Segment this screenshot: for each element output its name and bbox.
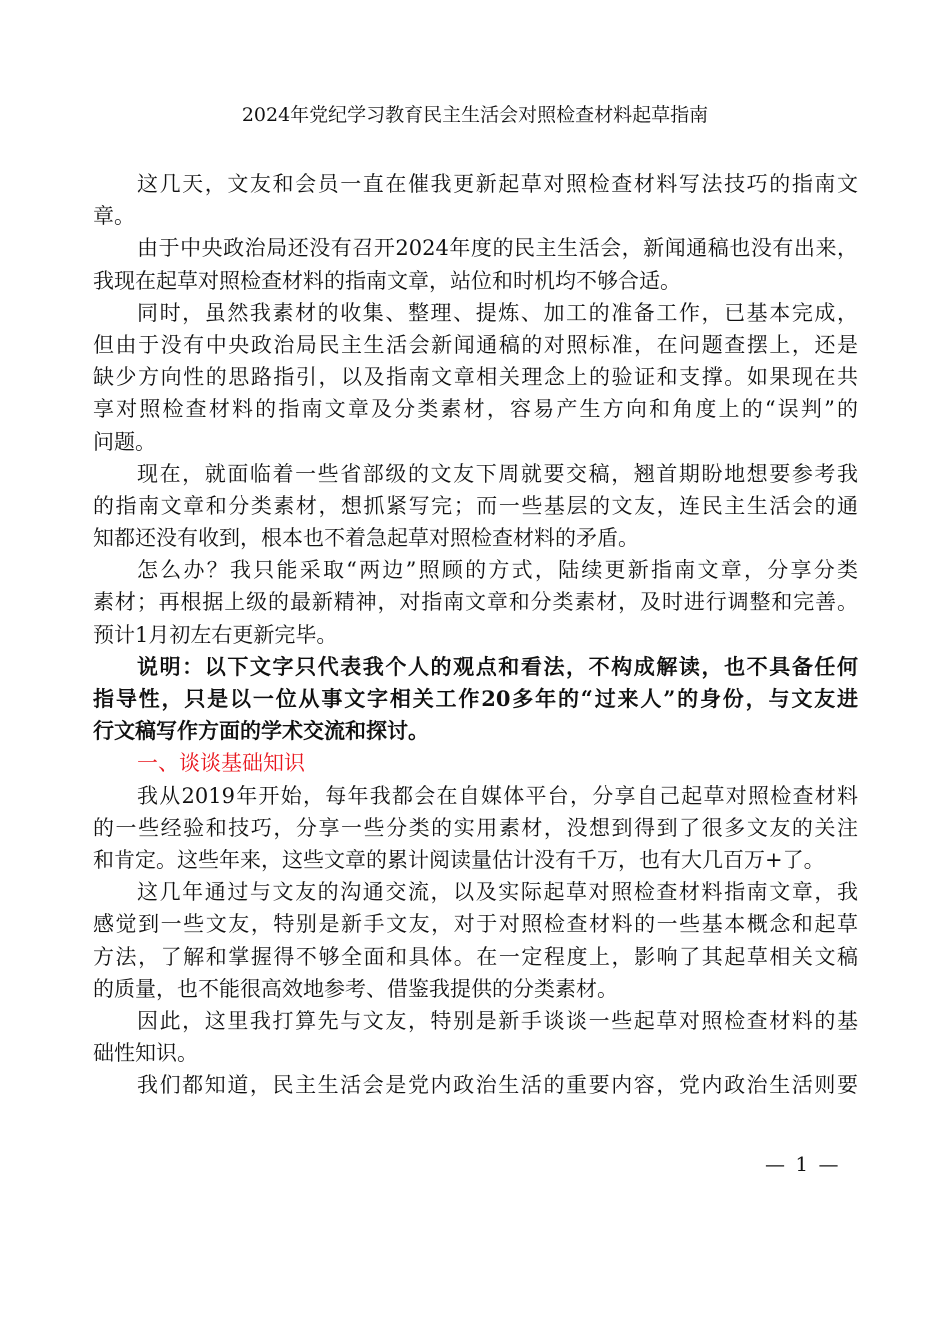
paragraph [93, 554, 858, 651]
text-line: 和肯定。这些年来，这些文章的累计阅读量估计没有千万，也有大几百万+了。 [93, 847, 825, 872]
paragraph [93, 876, 858, 1005]
text-line: 知都还没有收到，根本也不着急起草对照检查材料的矛盾。 [93, 526, 639, 551]
text-line: 的一些经验和技巧，分享一些分类的实用素材，没想到得到了很多文友的关注 [93, 815, 858, 840]
paragraph [93, 780, 858, 877]
paragraph [93, 297, 858, 458]
text-line: 章。 [93, 204, 135, 229]
document-body [93, 168, 858, 1101]
text-line: 我们都知道，民主生活会是党内政治生活的重要内容，党内政治生活则要 [137, 1073, 858, 1098]
paragraph [93, 232, 858, 296]
text-line: 这几年通过与文友的沟通交流，以及实际起草对照检查材料指南文章，我 [137, 880, 858, 905]
text-line: 现在，就面临着一些省部级的文友下周就要交稿，翘首期盼地想要参考我 [137, 461, 858, 486]
text-line: 的指南文章和分类素材，想抓紧写完；而一些基层的文友，连民主生活会的通 [93, 493, 858, 518]
paragraph [93, 458, 858, 555]
text-line: 预计1月初左右更新完毕。 [93, 622, 338, 647]
text-line: 说明：以下文字只代表我个人的观点和看法，不构成解读，也不具备任何 [137, 653, 858, 679]
paragraph [93, 1069, 858, 1101]
text-line: 同时，虽然我素材的收集、整理、提炼、加工的准备工作，已基本完成， [137, 300, 858, 325]
text-line: 怎么办？我只能采取“两边”照顾的方式，陆续更新指南文章，分享分类 [137, 558, 858, 583]
text-line: 我从2019年开始，每年我都会在自媒体平台，分享自己起草对照检查材料 [137, 783, 858, 808]
text-line: 方法，了解和掌握得不够全面和具体。在一定程度上，影响了其起草相关文稿 [93, 944, 858, 969]
text-line: 这几天，文友和会员一直在催我更新起草对照检查材料写法技巧的指南文 [137, 172, 858, 196]
text-line: 问题。 [93, 429, 156, 454]
text-line: 缺少方向性的思路指引，以及指南文章相关理念上的验证和支撑。如果现在共 [93, 365, 858, 390]
note-paragraph [93, 651, 858, 748]
text-line: 但由于没有中央政治局民主生活会新闻通稿的对照标准，在问题查摆上，还是 [93, 332, 858, 357]
paragraph [93, 1005, 858, 1069]
text-line: 感觉到一些文友，特别是新手文友，对于对照检查材料的一些基本概念和起草 [93, 912, 858, 937]
text-line: 享对照检查材料的指南文章及分类素材，容易产生方向和角度上的“误判”的 [93, 397, 858, 422]
text-line: 础性知识。 [93, 1041, 198, 1066]
paragraph [93, 168, 858, 232]
section-heading: 一、谈谈基础知识 [137, 751, 305, 776]
text-line: 行文稿写作方面的学术交流和探讨。 [93, 718, 429, 744]
text-line: 指导性，只是以一位从事文字相关工作20多年的“过来人”的身份，与文友进 [93, 686, 858, 711]
text-line: 由于中央政治局还没有召开2024年度的民主生活会，新闻通稿也没有出来， [137, 236, 858, 261]
text-line: 素材；再根据上级的最新精神，对指南文章和分类素材，及时进行调整和完善。 [93, 590, 858, 615]
document-title: 2024年党纪学习教育民主生活会对照检查材料起草指南 [241, 104, 709, 126]
text-line: 的质量，也不能很高效地参考、借鉴我提供的分类素材。 [93, 976, 618, 1001]
text-line: 因此，这里我打算先与文友，特别是新手谈谈一些起草对照检查材料的基 [137, 1008, 858, 1033]
text-line: 我现在起草对照检查材料的指南文章，站位和时机均不够合适。 [93, 268, 681, 293]
page-number: — 1 — [765, 1152, 841, 1176]
